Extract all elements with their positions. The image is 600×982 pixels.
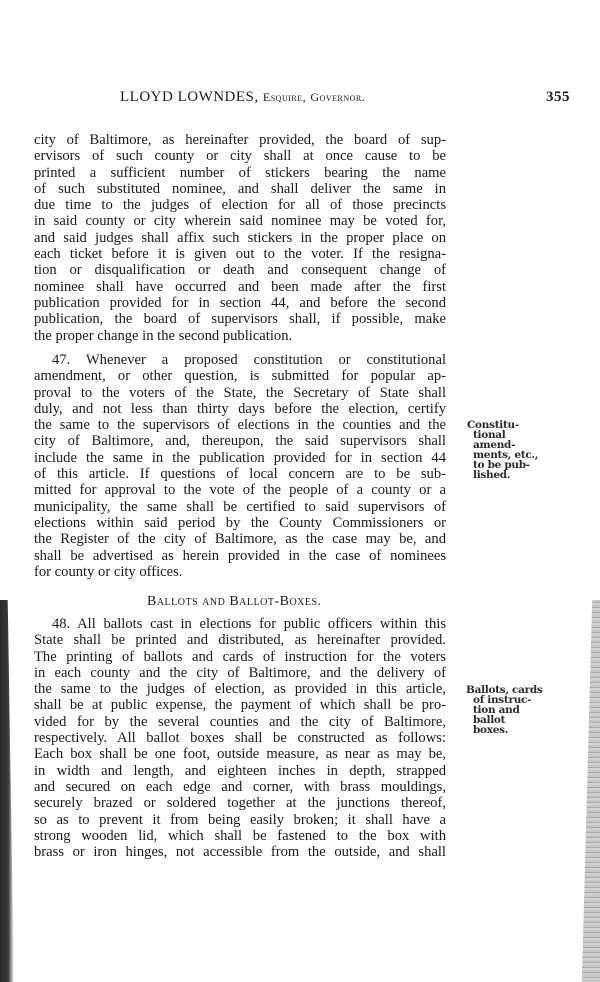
section-48 (34, 616, 446, 860)
margin-note-line: to be pub- (473, 459, 530, 471)
margin-note-ballots (466, 685, 543, 735)
text-line: tion or disqualification or death and consequent change of (34, 262, 446, 279)
margin-note-line: ballot (473, 714, 506, 726)
margin-note-line: amend- (473, 439, 516, 451)
text-line: State shall be printed and distributed, as hereinafter provided. (34, 632, 446, 649)
margin-note-line: lished. (473, 469, 511, 481)
section-47 (34, 352, 446, 580)
text-line: duly, and not less than thirty days before the election, certify (34, 400, 446, 417)
running-head-title (120, 89, 365, 106)
text-line: in said county or city wherein said nominee may be voted for, (34, 213, 446, 230)
header-governor: Governor. (310, 90, 366, 104)
text-line: municipality, the same shall be certified to said supervisors of (34, 498, 446, 515)
text-line: and secured on each edge and corner, with brass mouldings, (34, 778, 446, 795)
text-line: of such substituted nominee, and shall deliver the same in (34, 180, 446, 197)
header-esquire: Esquire, (262, 90, 307, 104)
text-line: so as to prevent it from being easily broken; it shall have a (34, 811, 446, 828)
text-line: nominee shall have occurred and been made after the first (34, 278, 446, 295)
text-line: shall be at public expense, the payment of which shall be pro- (34, 697, 446, 714)
margin-note-line: tional (473, 429, 506, 441)
text-line: vided for by the several counties and the city of Baltimore, (34, 713, 446, 730)
text-line: include the same in the publication provided for in section 44 (34, 449, 446, 466)
text-line: strong wooden lid, which shall be fastened to the box with (34, 827, 446, 844)
text-line: 48. All ballots cast in elections for public officers within this (52, 616, 446, 632)
text-line: Each box shall be one foot, outside measure, as near as may be, (34, 746, 446, 763)
text-line: 47. Whenever a proposed constitution or constitutional (52, 352, 446, 368)
page-edge-shadow-right (574, 600, 600, 982)
text-line: proval to the voters of the State, the Secretary of State shall (34, 384, 446, 401)
text-line: printed a sufficient number of stickers bearing the name (34, 164, 446, 181)
text-line: respectively. All ballot boxes shall be constructed as follows: (34, 730, 446, 747)
margin-note-line: tion and (473, 704, 520, 716)
page-number: 355 (546, 89, 570, 105)
text-line: ervisors of such county or city shall at once cause to be (34, 148, 446, 165)
text-line: publication provided for in section 44, and before the second (34, 294, 446, 311)
text-line: in width and length, and eighteen inches in depth, strapped (34, 762, 446, 779)
text-line: due time to the judges of election for all of those precincts (34, 197, 446, 214)
header-name: LLOYD LOWNDES, (120, 89, 259, 105)
paragraph-continuation (34, 132, 446, 344)
margin-note-line: Ballots, cards (466, 684, 543, 696)
text-line: publication, the board of supervisors shall, if possible, make (34, 311, 446, 328)
text-line: in each county and the city of Baltimore, and the delivery of (34, 664, 446, 681)
text-line: the proper change in the second publication. (34, 327, 293, 344)
margin-note-line: of instruc- (473, 694, 532, 706)
text-line: the same to the supervisors of elections in the counties and the (34, 417, 446, 434)
text-line: The printing of ballots and cards of instruction for the voters (34, 648, 446, 665)
section-heading: Ballots and Ballot-Boxes. (147, 594, 322, 609)
text-line: the Register of the city of Baltimore, as the case may be, and (34, 531, 446, 548)
text-line: for county or city offices. (34, 563, 183, 580)
text-line: each ticket before it is given out to the voter. If the resigna- (34, 246, 446, 263)
text-line: city of Baltimore, and, thereupon, the said supervisors shall (34, 433, 446, 450)
text-line: elections within said period by the County Commissioners or (34, 514, 446, 531)
text-line: the same to the judges of election, as provided in this article, (34, 681, 446, 698)
text-line: mitted for approval to the vote of the people of a county or a (34, 482, 446, 499)
text-line: shall be advertised as herein provided in the case of nominees (34, 547, 446, 564)
margin-note-constitutional-amendments (467, 420, 538, 480)
margin-note-line: Constitu- (467, 419, 519, 431)
text-line: city of Baltimore, as hereinafter provided, the board of sup- (34, 132, 446, 148)
margin-note-line: boxes. (473, 724, 509, 736)
margin-note-line: ments, etc., (473, 449, 539, 461)
text-line: and said judges shall affix such stickers in the proper place on (34, 229, 446, 246)
text-line: amendment, or other question, is submitted for popular ap- (34, 368, 446, 385)
page-edge-shadow-left (0, 600, 14, 982)
text-line: securely brazed or soldered together at the junctions thereof, (34, 795, 446, 812)
running-header (120, 89, 570, 113)
text-line: brass or iron hinges, not accessible from the outside, and shall (34, 844, 446, 861)
text-line: of this article. If questions of local concern are to be sub- (34, 466, 446, 483)
